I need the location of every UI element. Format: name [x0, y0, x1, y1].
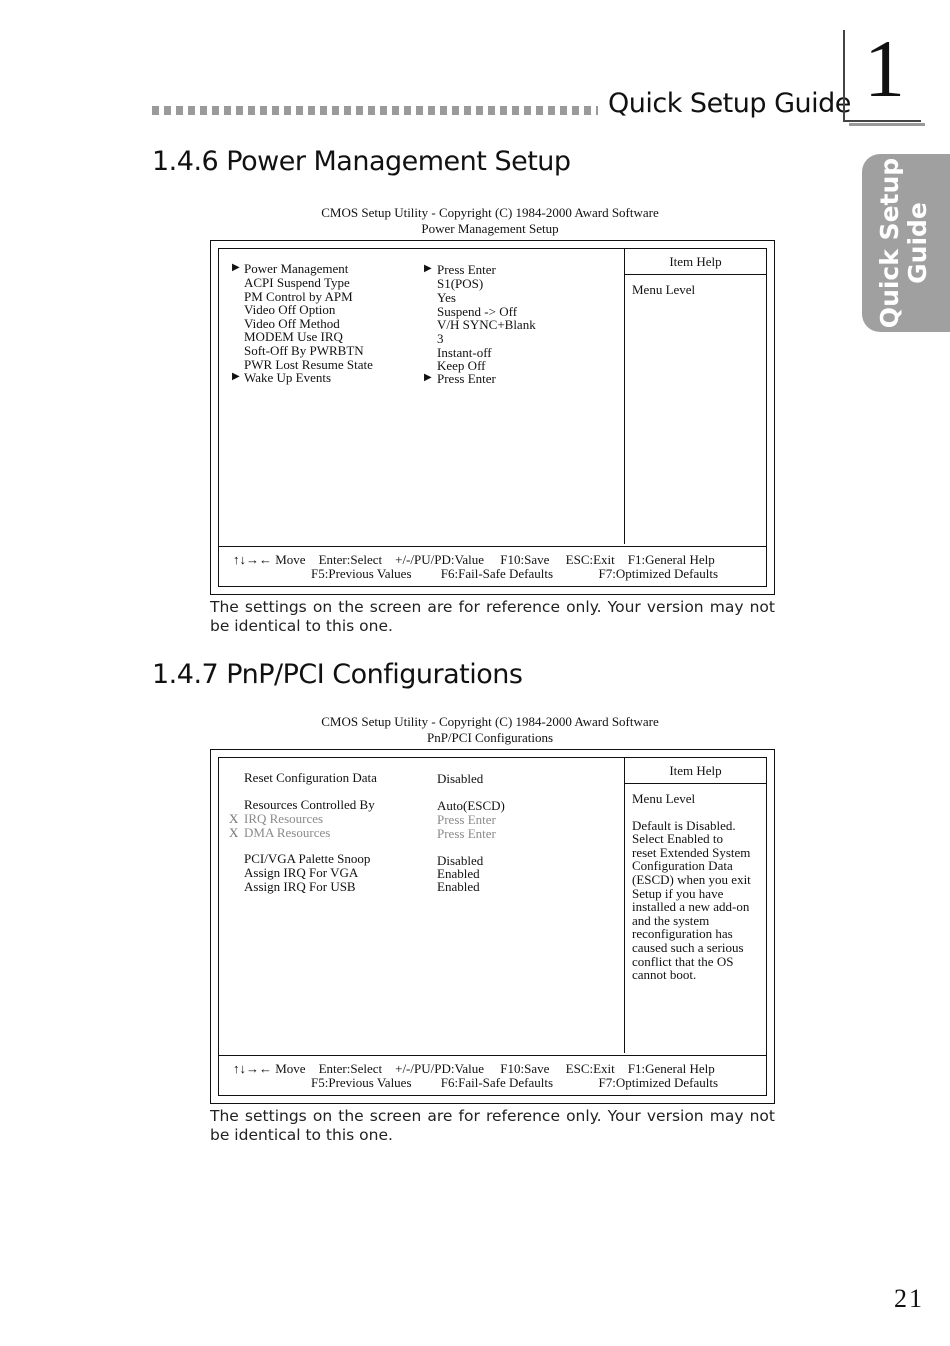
bios-screen-inner: [218, 248, 767, 587]
setting-label: Soft-Off By PWRBTN: [244, 343, 364, 358]
section-heading-pnp: 1.4.7 PnP/PCI Configurations: [152, 659, 523, 690]
help-line: reset Extended System: [632, 844, 751, 860]
setting-label: Wake Up Events: [244, 370, 332, 385]
header-title: Quick Setup Guide: [608, 88, 851, 119]
help-line: conflict that the OS: [632, 953, 734, 969]
setting-value[interactable]: V/H SYNC+Blank: [437, 317, 536, 332]
setting-label: MODEM Use IRQ: [244, 329, 343, 344]
key-legend-line2: F5:Previous Values F6:Fail-Safe Defaults F7:Optimized Defaults: [311, 1075, 719, 1090]
reference-note-power: The settings on the screen are for reference only. Your version may not be identical to this one.: [210, 598, 775, 635]
setting-value[interactable]: Enabled: [437, 879, 480, 894]
help-line: reconfiguration has: [632, 926, 733, 942]
help-line: Select Enabled to: [632, 831, 723, 847]
submenu-arrow-icon: ▶: [424, 263, 432, 274]
header-dotted-rule: [152, 106, 598, 115]
item-help-text: Menu Level: [632, 282, 696, 297]
setting-value[interactable]: Auto(ESCD): [437, 798, 505, 813]
help-line: (ESCD) when you exit: [632, 871, 751, 887]
key-legend: [219, 546, 766, 586]
setting-value[interactable]: Suspend -> Off: [437, 304, 518, 319]
caption-line1: CMOS Setup Utility - Copyright (C) 1984-2000 Award Software: [321, 205, 659, 220]
setting-label: IRQ Resources: [244, 811, 324, 826]
setting-value[interactable]: Yes: [437, 290, 456, 305]
setting-label: PWR Lost Resume State: [244, 357, 373, 372]
help-line: installed a new add-on: [632, 899, 750, 915]
key-legend-line2: F5:Previous Values F6:Fail-Safe Defaults F7:Optimized Defaults: [311, 566, 719, 581]
help-line: Default is Disabled.: [632, 817, 736, 833]
setting-value[interactable]: Press Enter: [437, 262, 496, 277]
setting-value[interactable]: Instant-off: [437, 345, 492, 360]
setting-value[interactable]: Enabled: [437, 866, 480, 881]
setting-value[interactable]: 3: [437, 331, 444, 346]
setting-value[interactable]: S1(POS): [437, 276, 484, 291]
item-help-title: Item Help: [625, 758, 766, 784]
key-legend-line1: ↑↓→← Move Enter:Select +/-/PU/PD:Value F10:Save ESC:Exit F1:General Help: [233, 1061, 715, 1076]
setting-label: Video Off Option: [244, 302, 336, 317]
side-tab-label: Quick Setup Guide: [875, 157, 932, 329]
chapter-number: 1: [864, 23, 905, 114]
item-help-panel: [624, 249, 766, 544]
setting-label: DMA Resources: [244, 825, 331, 840]
section-heading-power: 1.4.6 Power Management Setup: [152, 146, 571, 177]
page-number: 21: [894, 1284, 924, 1313]
setting-label: PCI/VGA Palette Snoop: [244, 851, 371, 866]
cmos-caption-pnp: [210, 714, 770, 746]
bios-screen-pnp: [210, 749, 775, 1104]
setting-label: Assign IRQ For USB: [244, 879, 356, 894]
help-line: Configuration Data: [632, 858, 733, 874]
bios-screen-inner: [218, 757, 767, 1096]
setting-label: PM Control by APM: [244, 289, 353, 304]
setting-value[interactable]: Disabled: [437, 771, 484, 786]
help-line: caused such a serious: [632, 939, 744, 955]
setting-value: Press Enter: [437, 826, 496, 841]
setting-label: Resources Controlled By: [244, 797, 375, 812]
caption-line2: PnP/PCI Configurations: [426, 730, 554, 745]
setting-label: Assign IRQ For VGA: [244, 865, 359, 880]
cmos-caption-power: [210, 205, 770, 237]
disabled-x-icon: X: [229, 825, 239, 840]
item-help-title: Item Help: [625, 249, 766, 275]
side-tab-label-wrap: [862, 154, 946, 332]
item-help-text: [625, 784, 766, 982]
setting-value[interactable]: Keep Off: [437, 358, 486, 373]
reference-note-pnp: The settings on the screen are for reference only. Your version may not be identical to this one.: [210, 1107, 775, 1144]
setting-label: Power Management: [244, 261, 349, 276]
setting-label: Video Off Method: [244, 316, 340, 331]
help-line: and the system: [632, 912, 710, 928]
bios-screen-power: [210, 240, 775, 595]
key-legend-line1: ↑↓→← Move Enter:Select +/-/PU/PD:Value F10:Save ESC:Exit F1:General Help: [233, 552, 715, 567]
submenu-arrow-icon: ▶: [232, 262, 240, 273]
disabled-x-icon: X: [229, 811, 239, 826]
help-line: Setup if you have: [632, 885, 724, 901]
item-help-panel: [624, 758, 766, 1053]
key-legend: [219, 1055, 766, 1095]
setting-value[interactable]: Disabled: [437, 853, 484, 868]
submenu-arrow-icon: ▶: [424, 372, 432, 383]
help-line: cannot boot.: [632, 967, 697, 983]
caption-line2: Power Management Setup: [421, 221, 559, 236]
setting-label: Reset Configuration Data: [244, 770, 377, 785]
setting-value: Press Enter: [437, 812, 496, 827]
setting-label: ACPI Suspend Type: [244, 275, 350, 290]
setting-value[interactable]: Press Enter: [437, 371, 496, 386]
help-menu-level: Menu Level: [632, 791, 696, 806]
submenu-arrow-icon: ▶: [232, 371, 240, 382]
caption-line1: CMOS Setup Utility - Copyright (C) 1984-2000 Award Software: [321, 714, 659, 729]
